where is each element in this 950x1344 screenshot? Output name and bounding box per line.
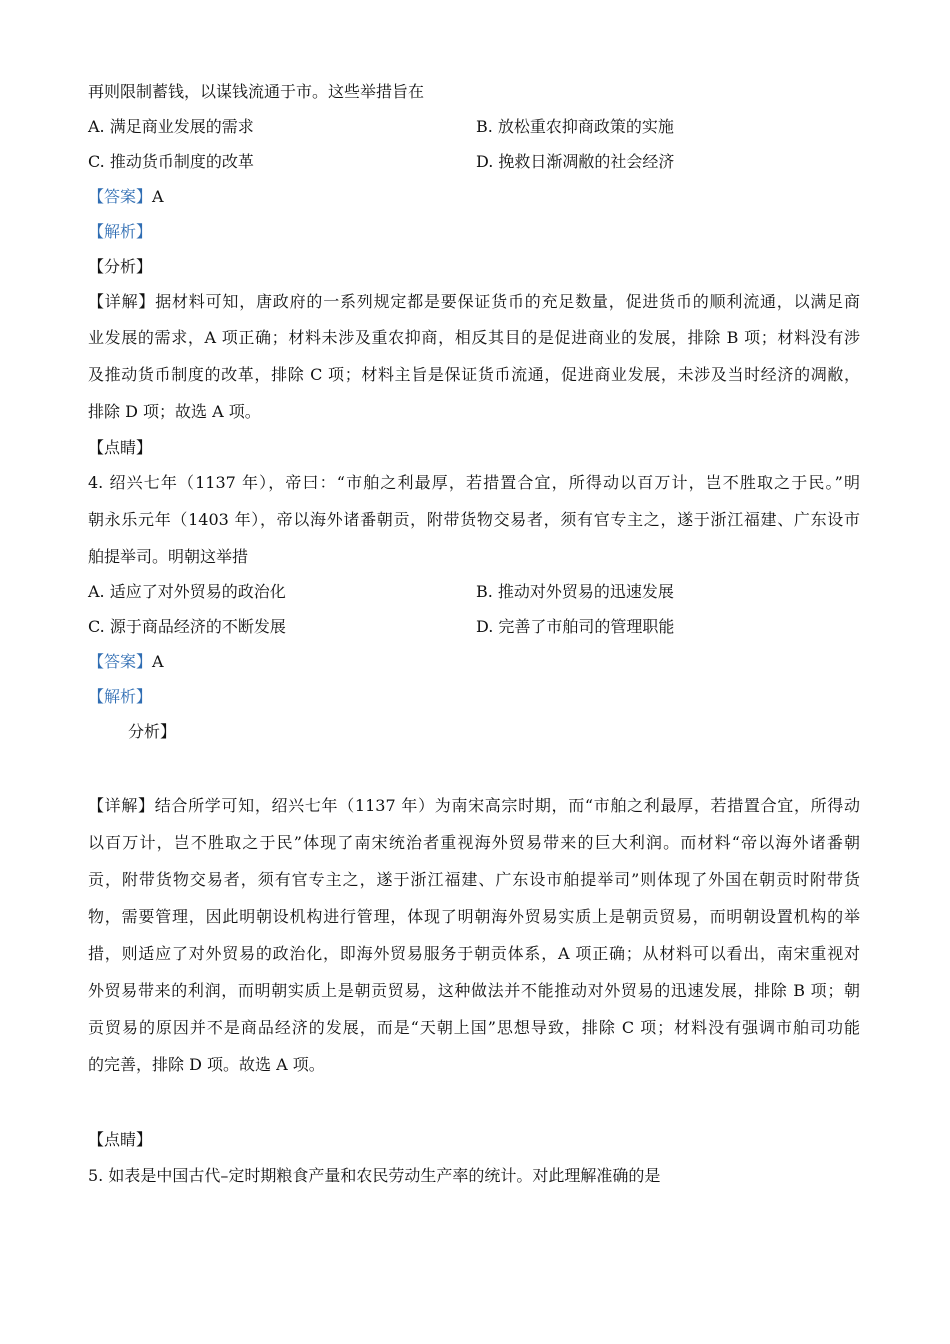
q3-option-d: D. 挽救日渐凋敝的社会经济 — [476, 152, 675, 171]
q4-option-c: C. 源于商品经济的不断发展 — [88, 617, 286, 636]
q3-answer — [88, 185, 860, 209]
q4-detail-line-1: 【详解】结合所学可知，绍兴七年（1137 年）为南宋高宗时期，而“市舶之利最厚，若措置合宜，所得动 — [88, 796, 860, 815]
q4-detail-line-3: 贡，附带货物交易者，须有官专主之，遂于浙江福建、广东设市舶提举司”则体现了外国在朝贡时附带货 — [88, 870, 860, 889]
q4-stem-line-2: 朝永乐元年（1403 年），帝以海外诸番朝贡，附带货物交易者，须有官专主之，遂于浙江福建、广东设市 — [88, 510, 860, 529]
q4-answer-value: A — [152, 652, 164, 671]
q4-answer-label: 【答案】 — [88, 652, 153, 671]
q4-stem-line-1: 4. 绍兴七年（1137 年），帝曰：“市舶之利最厚，若措置合宜，所得动以百万计，岂不胜取之于民。”明 — [88, 473, 860, 492]
q3-fenxi-label: 【分析】 — [88, 257, 153, 276]
q4-option-a: A. 适应了对外贸易的政治化 — [88, 582, 286, 601]
q4-detail-line-8: 的完善，排除 D 项。故选 A 项。 — [88, 1055, 325, 1074]
q3-answer-value: A — [152, 187, 164, 206]
q4-dianjing-label: 【点睛】 — [88, 1130, 153, 1149]
q4-detail-line-5: 措，则适应了对外贸易的政治化，即海外贸易服务于朝贡体系，A 项正确；从材料可以看出，南宋重视对 — [88, 944, 860, 963]
q4-detail-line-4: 物，需要管理，因此明朝设机构进行管理，体现了明朝海外贸易实质上是朝贡贸易，而明朝设置机构的举 — [88, 907, 860, 926]
q4-option-b: B. 推动对外贸易的迅速发展 — [476, 582, 674, 601]
q4-option-d: D. 完善了市舶司的管理职能 — [476, 617, 675, 636]
q5-stem: 5. 如表是中国古代–定时期粮食产量和农民劳动生产率的统计。对此理解准确的是 — [88, 1166, 661, 1185]
q3-detail-line-1: 【详解】据材料可知，唐政府的一系列规定都是要保证货币的充足数量，促进货币的顺利流通，以满足商 — [88, 292, 860, 311]
q3-answer-label: 【答案】 — [88, 187, 153, 206]
q3-option-b: B. 放松重农抑商政策的实施 — [476, 117, 674, 136]
q3-dianjing-label: 【点睛】 — [88, 438, 153, 457]
q3-detail-line-2: 业发展的需求，A 项正确；材料未涉及重农抑商，相反其目的是促进商业的发展，排除 B 项；材料没有涉 — [88, 328, 860, 347]
q4-answer — [88, 650, 860, 674]
q4-detail-line-7: 贡贸易的原因并不是商品经济的发展，而是“天朝上国”思想导致，排除 C 项；材料没有强调市舶司功能 — [88, 1018, 860, 1037]
q4-detail-line-2: 以百万计，岂不胜取之于民”体现了南宋统治者重视海外贸易带来的巨大利润。而材料“帝以海外诸番朝 — [88, 833, 860, 852]
q3-analysis-label: 【解析】 — [88, 222, 153, 241]
q4-analysis-label: 【解析】 — [88, 687, 153, 706]
q4-detail-line-6: 外贸易带来的利润，而明朝实质上是朝贡贸易，这种做法并不能推动对外贸易的迅速发展，排除 B 项；朝 — [88, 981, 860, 1000]
q3-detail-line-3: 及推动货币制度的改革，排除 C 项；材料主旨是保证货币流通，促进商业发展，未涉及当时经济的凋敝， — [88, 365, 860, 384]
q3-option-a: A. 满足商业发展的需求 — [88, 117, 254, 136]
q3-detail-line-4: 排除 D 项；故选 A 项。 — [88, 402, 261, 421]
q4-stem-line-3: 舶提举司。明朝这举措 — [88, 547, 249, 566]
q3-option-c: C. 推动货币制度的改革 — [88, 152, 254, 171]
q4-fenxi-label: 分析】 — [128, 722, 177, 741]
q3-stem-tail: 再则限制蓄钱，以谋钱流通于市。这些举措旨在 — [88, 82, 425, 101]
